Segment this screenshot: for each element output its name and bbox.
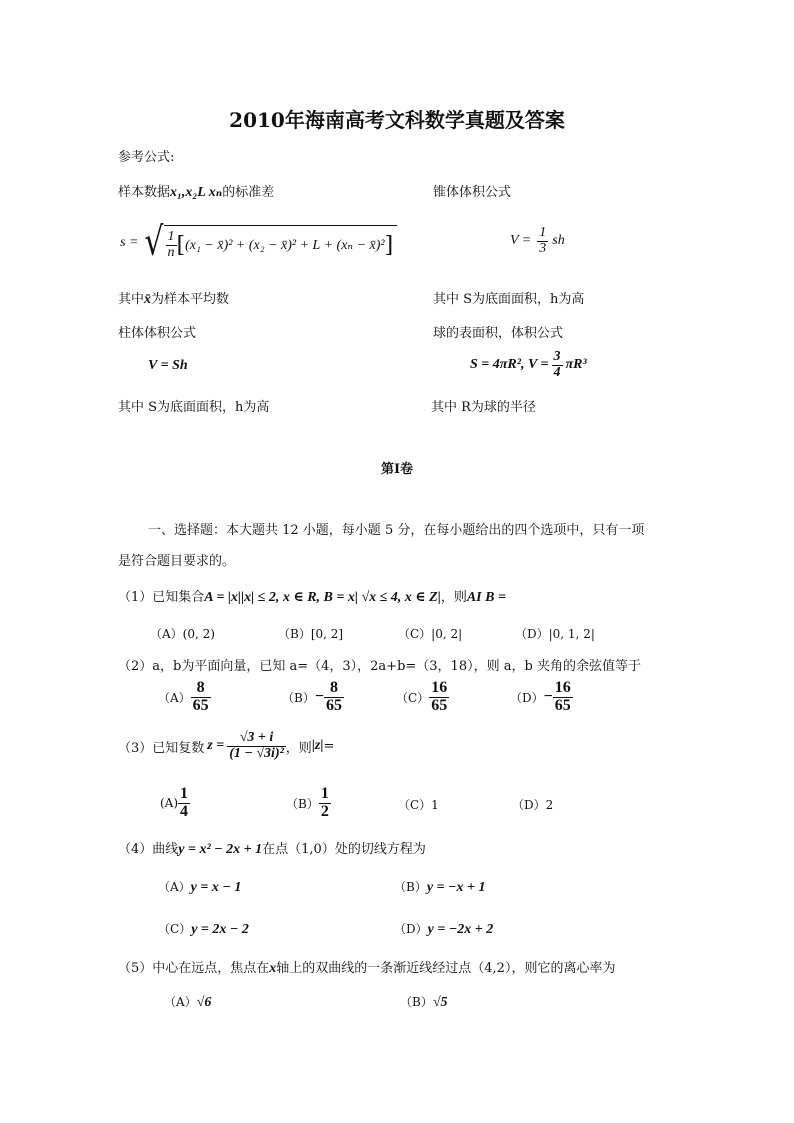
sphere-frac-num: 3: [553, 349, 561, 364]
q3-frac-a: [178, 786, 190, 821]
q3-option-d: （D）2: [512, 798, 554, 812]
cone-v: V =: [510, 233, 532, 249]
q3-label-b: （B）: [286, 796, 319, 811]
q2-option-b: [282, 680, 344, 715]
cone-frac-den: 3: [539, 240, 547, 256]
q1-option-c: （C）|0, 2|: [398, 627, 463, 641]
std-frac: [166, 230, 177, 260]
q2-frac-a: [191, 680, 211, 715]
sphere-a: S = 4πR², V =: [470, 357, 549, 373]
q5-label-a: （A）: [164, 995, 197, 1009]
q2-sign-d: −: [543, 688, 553, 706]
bracket-open: [: [176, 233, 186, 258]
q2-den-b: 65: [325, 696, 342, 714]
q3-option-b: [286, 786, 331, 821]
std-dev-formula: [120, 218, 397, 268]
q3-den-a: 4: [180, 802, 189, 820]
q4-math-d: y = −2x + 2: [427, 922, 494, 937]
sphere-formula: [470, 350, 587, 380]
q2-option-a: [158, 680, 211, 715]
q4-label-c: （C）: [158, 922, 192, 936]
mean-prefix: 其中: [118, 292, 145, 307]
q4-label-b: （B）: [394, 880, 427, 894]
q2-frac-d: [553, 680, 573, 715]
q3-z: z =: [207, 738, 225, 754]
q4-option-a: [158, 878, 241, 896]
question-2: （2）a，b为平面向量，已知 a=（4，3），2a+b=（3，18），则 a，b 夹角的余弦值等于: [118, 659, 641, 674]
question-5: [118, 957, 615, 977]
q1-stem-b: ，则: [440, 590, 467, 605]
q3-stem-b: ，则: [285, 740, 312, 756]
cylinder-label: 柱体体积公式: [118, 326, 197, 341]
q1-option-b: （B）[0, 2]: [278, 627, 344, 641]
q2-frac-c: [429, 680, 449, 715]
sphere-tail: πR³: [565, 357, 587, 373]
mean-math: x̄: [144, 292, 152, 307]
q5-math: x: [269, 961, 277, 976]
q2-den-d: 65: [554, 696, 571, 714]
q1-math-b: AI B =: [466, 590, 506, 605]
q4-math-b: y = −x + 1: [426, 880, 486, 895]
q2-num-d: 16: [554, 679, 571, 696]
question-3: [118, 731, 334, 761]
q2-label-b: （B）: [282, 690, 315, 705]
q3-label-a: (A): [160, 796, 179, 811]
q2-label-d: （D）: [510, 690, 544, 705]
q2-option-d: [510, 680, 573, 715]
q4-math: y = x² − 2x + 1: [178, 842, 263, 857]
q2-den-a: 65: [192, 696, 209, 714]
q5-label-b: （B）: [400, 995, 433, 1009]
cylinder-note: 其中 S为底面面积，h为高: [118, 400, 270, 415]
std-inner: (x₁ − x̄)² + (x₂ − x̄)² + L + (xₙ − x̄)²: [185, 238, 385, 253]
q3-option-c: （C）1: [398, 798, 439, 812]
q2-label-a: （A）: [158, 690, 191, 705]
sqrt-body: [164, 225, 398, 260]
q2-den-c: 65: [431, 696, 448, 714]
q4-option-d: [394, 920, 493, 938]
question-1: [118, 586, 506, 606]
q4-math-a: y = x − 1: [190, 880, 242, 895]
sample-data-math: x₁,x₂L xₙ: [170, 185, 223, 200]
q3-den: (1 − √3i)²: [229, 745, 284, 761]
q1-option-d: （D）|0, 1, 2|: [515, 627, 595, 641]
cone-tail: sh: [552, 233, 565, 249]
part-heading: 第Ⅰ卷: [380, 462, 414, 477]
page-title: 2010年海南高考文科数学真题及答案: [229, 108, 565, 132]
q1-option-a: （A）(0, 2): [150, 627, 215, 641]
q4-label-d: （D）: [394, 922, 428, 936]
cone-note: 其中 S为底面面积，h为高: [433, 292, 585, 307]
cylinder-formula: V = Sh: [148, 358, 188, 373]
std-frac-den: n: [167, 245, 175, 260]
sphere-label: 球的表面积，体积公式: [433, 326, 564, 341]
q4-label-a: （A）: [158, 880, 191, 894]
sphere-frac: [552, 350, 563, 380]
std-dev-text: 样本数据: [118, 185, 171, 200]
q3-frac-b: [319, 786, 331, 821]
mean-note: [118, 288, 229, 308]
section-intro-2: 是符合题目要求的。: [118, 554, 236, 569]
cone-volume-label: 锥体体积公式: [433, 185, 512, 200]
question-4: [118, 838, 426, 858]
q3-num-a: 1: [180, 785, 189, 802]
q5-math-b: √5: [432, 995, 448, 1010]
q3-abs: |z|: [311, 738, 324, 754]
q4-option-b: [394, 878, 485, 896]
q4-stem-b: 在点（1,0）处的切线方程为: [262, 842, 426, 857]
std-s: s =: [120, 235, 139, 250]
cone-formula: [510, 226, 565, 256]
q4-option-c: [158, 920, 249, 938]
q5-stem-a: （5）中心在远点，焦点在: [118, 961, 270, 976]
q5-option-a: [164, 993, 211, 1011]
q3-num-b: 1: [320, 785, 329, 802]
q3-eq: =: [323, 738, 335, 754]
q5-stem-b: 轴上的双曲线的一条渐近线经过点（4,2），则它的离心率为: [276, 961, 616, 976]
sqrt-sign: √: [144, 219, 164, 266]
q3-num: √3 + i: [239, 730, 274, 745]
q2-num-b: 8: [329, 679, 338, 696]
q3-den-b: 2: [320, 802, 329, 820]
q3-stem-a: （3）已知复数: [118, 740, 205, 756]
std-dev-suffix: 的标准差: [222, 185, 275, 200]
mean-suffix: 为样本平均数: [151, 292, 230, 307]
q5-math-a: √6: [196, 995, 212, 1010]
q1-stem-a: （1）已知集合: [118, 590, 205, 605]
sphere-note: 其中 R为球的半径: [431, 400, 536, 415]
cone-frac-num: 1: [539, 225, 547, 240]
q3-option-a: [160, 786, 190, 821]
q2-option-c: [396, 680, 449, 715]
q2-frac-b: [324, 680, 344, 715]
q2-num-a: 8: [196, 679, 205, 696]
q3-frac: [227, 731, 286, 761]
q5-option-b: [400, 993, 448, 1011]
q4-math-c: y = 2x − 2: [191, 922, 249, 937]
q2-label-c: （C）: [396, 690, 430, 705]
formulas-header: 参考公式:: [118, 150, 175, 165]
q4-stem-a: （4）曲线: [118, 842, 179, 857]
q1-math-a: A = |x||x| ≤ 2, x ∈ R, B = x| √x ≤ 4, x ∈ Z|: [204, 590, 441, 605]
cone-frac: [537, 226, 548, 256]
section-intro-1: 一、选择题：本大题共 12 小题，每小题 5 分，在每小题给出的四个选项中，只有一项: [148, 523, 645, 538]
q2-sign-b: −: [314, 688, 324, 706]
sphere-frac-den: 4: [553, 364, 561, 380]
std-dev-label: [118, 181, 274, 201]
std-frac-num: 1: [167, 229, 175, 245]
q2-num-c: 16: [431, 679, 448, 696]
bracket-close: ]: [384, 233, 394, 258]
